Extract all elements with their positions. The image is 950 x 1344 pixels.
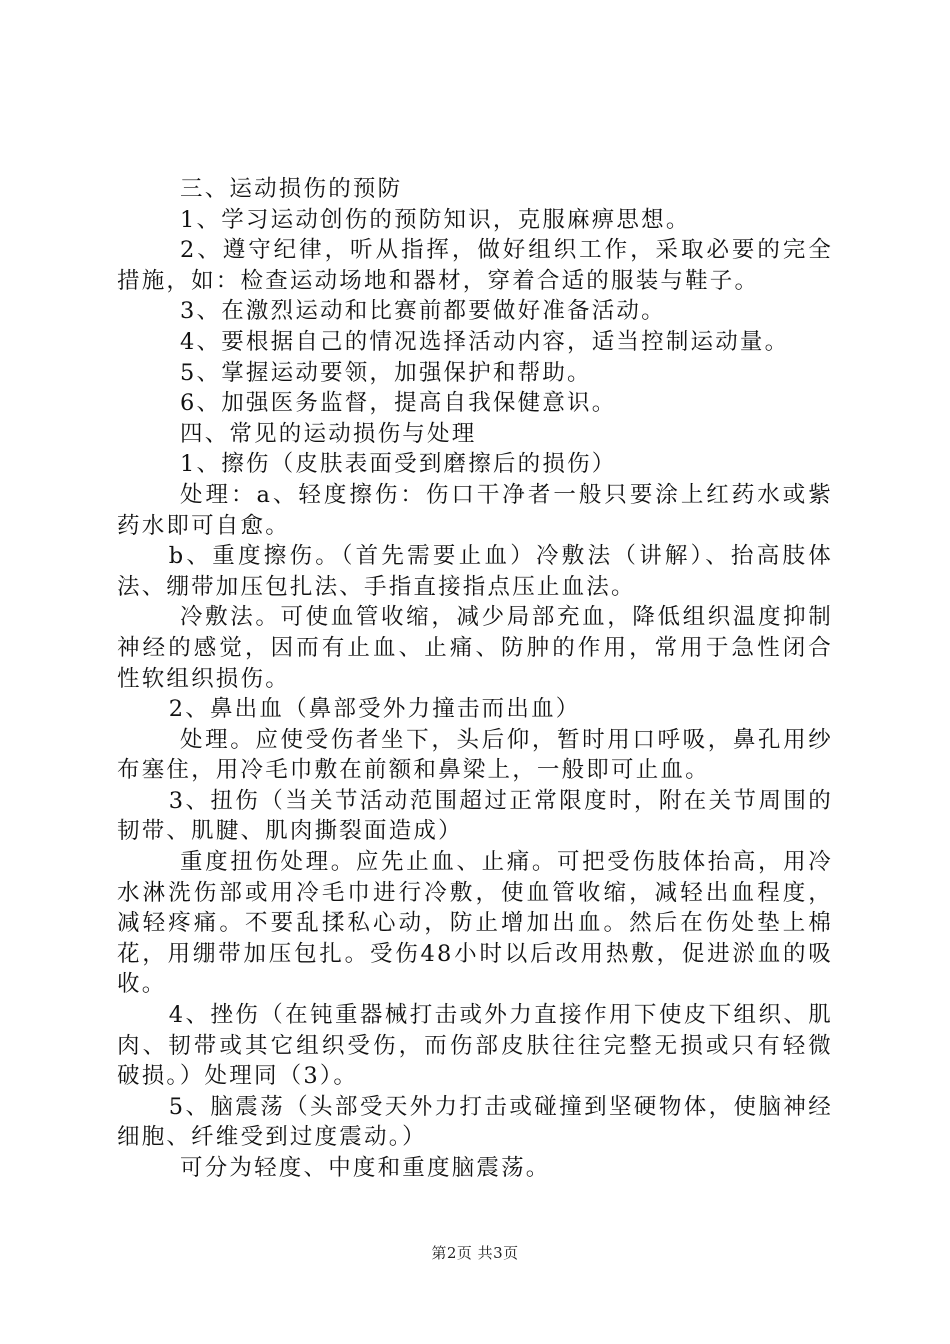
paragraph: 可分为轻度、中度和重度脑震荡。 bbox=[180, 1155, 551, 1181]
paragraph: 处理：a、轻度擦伤：伤口干净者一般只要涂上红药水或紫药水即可自愈。 bbox=[117, 481, 833, 539]
page-footer: 第2页 共3页 bbox=[431, 1244, 519, 1262]
paragraph: 3、在激烈运动和比赛前都要做好准备活动。 bbox=[180, 298, 666, 325]
paragraph: 4、要根据自己的情况选择活动内容，适当控制运动量。 bbox=[180, 328, 790, 355]
paragraph: 2、遵守纪律，听从指挥，做好组织工作，采取必要的完全措施，如：检查运动场地和器材，穿着合适的服装与鞋子。 bbox=[117, 237, 833, 294]
paragraph: 2、鼻出血（鼻部受外力撞击而出血） bbox=[168, 696, 581, 723]
paragraph: b、重度擦伤。（首先需要止血）冷敷法（讲解）、抬高肢体法、绷带加压包扎法、手指直接指点压止血法。 bbox=[117, 543, 833, 600]
section-heading-prevention: 三、运动损伤的预防 bbox=[180, 176, 403, 202]
document-body bbox=[117, 174, 833, 1184]
paragraph: 4、挫伤（在钝重器械打击或外力直接作用下使皮下组织、肌肉、韧带或其它组织受伤，而伤部皮肤往往完整无损或只有轻微破损。）处理同（3）。 bbox=[117, 1002, 833, 1090]
paragraph: 5、脑震荡（头部受天外力打击或碰撞到坚硬物体，使脑神经细胞、纤维受到过度震动。） bbox=[117, 1093, 833, 1151]
paragraph: 冷敷法。可使血管收缩，减少局部充血，降低组织温度抑制神经的感觉，因而有止血、止痛、防肿的作用，常用于急性闭合性软组织损伤。 bbox=[117, 604, 833, 692]
paragraph: 重度扭伤处理。应先止血、止痛。可把受伤肢体抬高，用冷水淋洗伤部或用冷毛巾进行冷敷，使血管收缩，减轻出血程度，减轻疼痛。不要乱揉私心动，防止增加出血。然后在伤处垫上棉花，用绷带加压包扎。受伤48小时以后改用热敷，促进淤血的吸收。 bbox=[117, 849, 833, 998]
section-heading-treatment: 四、常见的运动损伤与处理 bbox=[180, 420, 477, 447]
paragraph: 1、学习运动创伤的预防知识，克服麻痹思想。 bbox=[180, 206, 691, 233]
paragraph: 3、扭伤（当关节活动范围超过正常限度时，附在关节周围的韧带、肌腱、肌肉撕裂面造成） bbox=[117, 787, 833, 845]
paragraph: 处理。应使受伤者坐下，头后仰，暂时用口呼吸，鼻孔用纱布塞住，用冷毛巾敷在前额和鼻梁上，一般即可止血。 bbox=[117, 726, 833, 784]
paragraph: 6、加强医务监督，提高自我保健意识。 bbox=[180, 390, 617, 417]
paragraph: 5、掌握运动要领，加强保护和帮助。 bbox=[180, 359, 592, 386]
paragraph: 1、擦伤（皮肤表面受到磨擦后的损伤） bbox=[180, 451, 617, 478]
